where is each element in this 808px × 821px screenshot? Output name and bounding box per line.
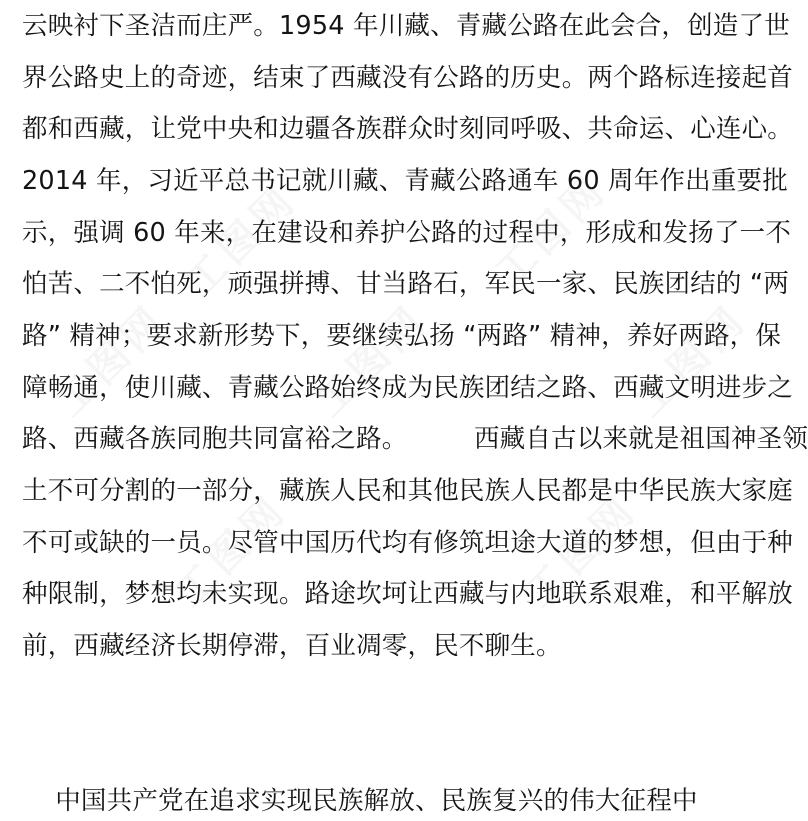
watermark: 工图网 bbox=[516, 485, 647, 617]
watermark: 工图网 bbox=[176, 175, 307, 307]
text-line-12: 种限制，梦想均未实现。路途坎坷让西藏与内地联系艰难，和平解放 bbox=[22, 579, 794, 609]
text-line-7: 路” 精神；要求新形势下，要继续弘扬 “两路” 精神，养好两路，保 bbox=[22, 321, 782, 351]
watermark: 工图网 bbox=[306, 295, 437, 427]
text-line-9: 路、西藏各族同胞共同富裕之路。 西藏自古以来就是祖国神圣领 bbox=[22, 424, 808, 454]
text-line-5: 示，强调 60 年来，在建设和养护公路的过程中，形成和发扬了一不 bbox=[22, 218, 792, 248]
watermark: 工图网 bbox=[486, 165, 617, 297]
text-line-13: 前，西藏经济长期停滞，百业凋零，民不聊生。 bbox=[22, 631, 562, 661]
text-line-6: 怕苦、二不怕死，顽强拼搏、甘当路石，军民一家、民族团结的 “两 bbox=[22, 269, 790, 299]
text-line-2: 界公路史上的奇迹，结束了西藏没有公路的历史。两个路标连接起首 bbox=[22, 63, 794, 93]
text-line-15: 中国共产党在追求实现民族解放、民族复兴的伟大征程中 bbox=[22, 786, 698, 816]
watermark: 工图网 bbox=[46, 295, 177, 427]
text-line-10: 土不可分割的一部分，藏族人民和其他民族人民都是中华民族大家庭 bbox=[22, 476, 794, 506]
text-line-14 bbox=[22, 678, 780, 718]
watermark: 工图网 bbox=[166, 485, 297, 617]
text-line-11: 不可或缺的一员。尽管中国历代均有修筑坦途大道的梦想，但由于种 bbox=[22, 528, 794, 558]
text-line-3: 都和西藏，让党中央和边疆各族群众时刻同呼吸、共命运、心连心。 bbox=[22, 114, 794, 144]
text-line-1: 云映衬下圣洁而庄严。1954 年川藏、青藏公路在此会合，创造了世 bbox=[22, 11, 790, 41]
text-line-4: 2014 年，习近平总书记就川藏、青藏公路通车 60 周年作出重要批 bbox=[22, 166, 788, 196]
watermark: 工图网 bbox=[626, 295, 757, 427]
text-line-8: 障畅通，使川藏、青藏公路始终成为民族团结之路、西藏文明进步之 bbox=[22, 373, 794, 403]
